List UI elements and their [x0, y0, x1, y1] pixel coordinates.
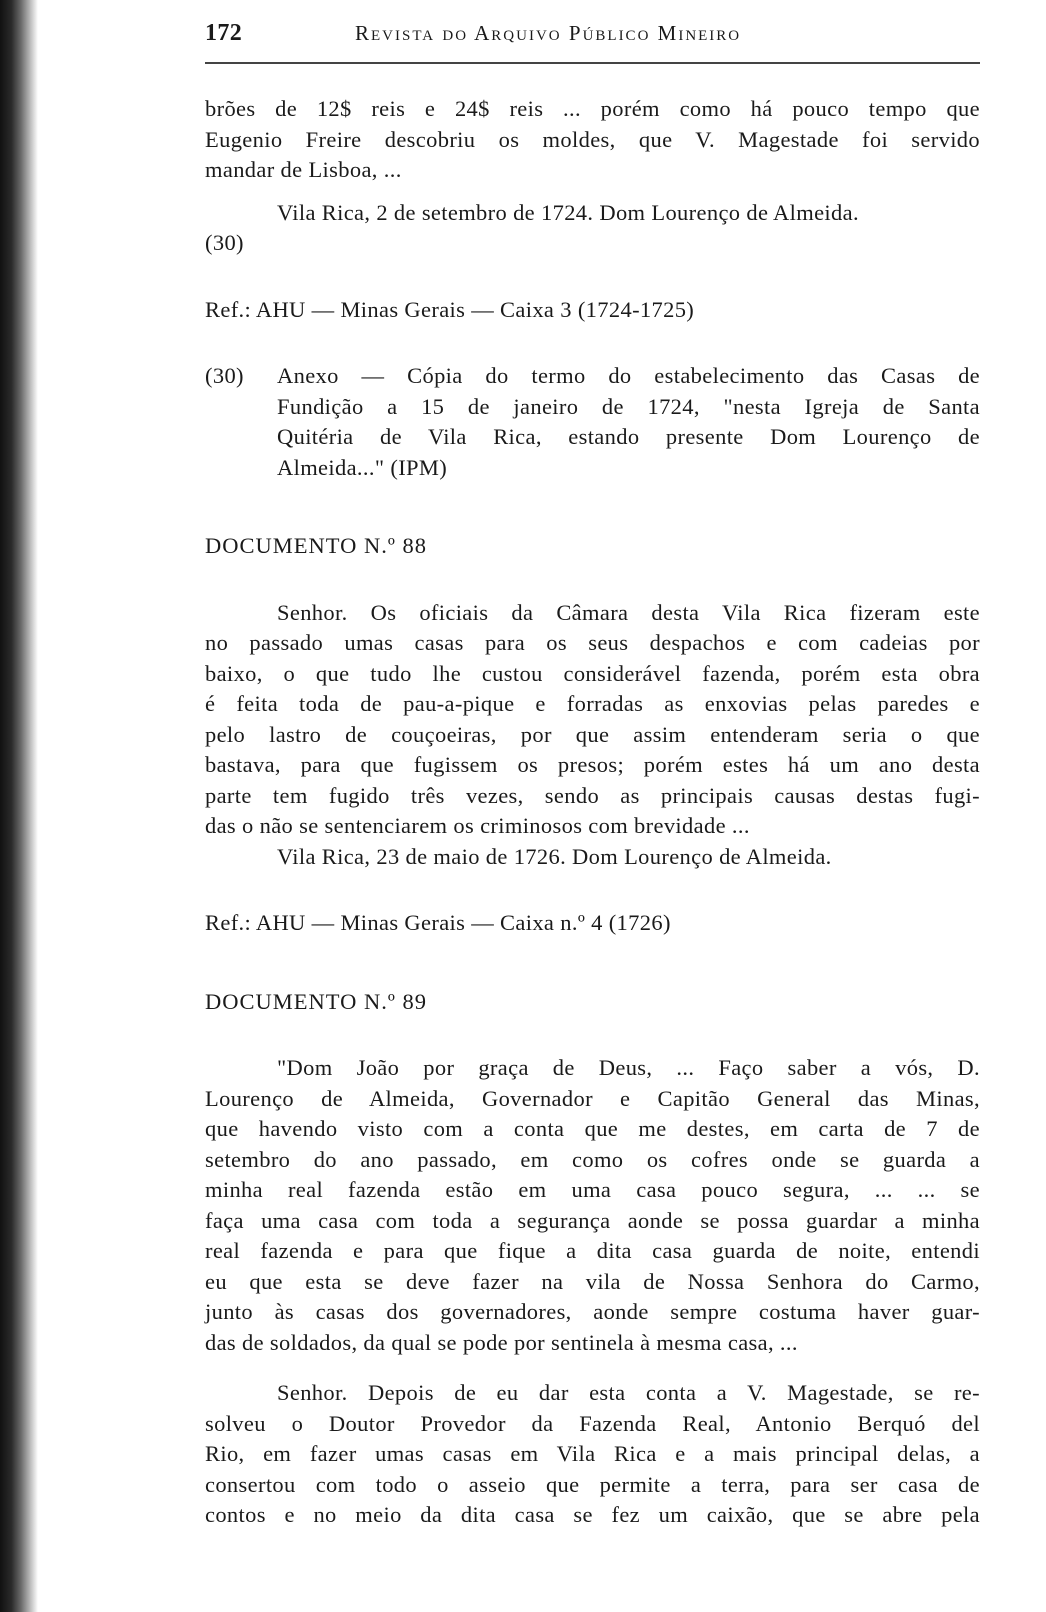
text-line: que havendo visto com a conta que me destes, em carta de 7 de — [205, 1116, 980, 1141]
text-line: Anexo — Cópia do termo do estabelecimento das Casas de — [277, 363, 980, 388]
text-line: setembro do ano passado, em como os cofres onde se guarda a — [205, 1146, 980, 1172]
signature-line: Vila Rica, 2 de setembro de 1724. Dom Lourenço de Almeida. — [277, 199, 859, 225]
book-spine-shadow — [0, 0, 38, 1612]
text-line: das o não se sentenciarem os criminosos com brevidade ... — [205, 813, 750, 838]
text-line: "Dom João por graça de Deus, ... Faço saber a vós, D. — [277, 1055, 980, 1080]
document-89-title: DOCUMENTO N.º 89 — [205, 988, 427, 1014]
text-line: minha real fazenda estão em uma casa pouco segura, ... ... se — [205, 1177, 980, 1202]
document-88-body — [205, 598, 980, 873]
text-line: é feita toda de pau-a-pique e forradas as enxovias pelas paredes e — [205, 691, 980, 716]
document-page — [205, 18, 980, 1531]
footnote-marker: (30) — [205, 230, 244, 255]
text-line: Lourenço de Almeida, Governador e Capitão General das Minas, — [205, 1085, 980, 1111]
text-line: Fundição a 15 de janeiro de 1724, "nesta Igreja de Santa — [277, 393, 980, 419]
signature-line: Vila Rica, 23 de maio de 1726. Dom Lourenço de Almeida. — [277, 843, 832, 869]
text-line: Senhor. Os oficiais da Câmara desta Vila Rica fizeram este — [277, 599, 980, 625]
text-line: no passado umas casas para os seus despachos e com cadeias por — [205, 630, 980, 655]
text-line: real fazenda e para que fique a dita casa guarda de noite, entendi — [205, 1238, 980, 1263]
document-89-body-continued — [205, 1378, 980, 1531]
text-line: contos e no meio da dita casa se fez um caixão, que se abre pela — [205, 1502, 980, 1527]
text-line: Eugenio Freire descobriu os moldes, que V. Magestade foi servido — [205, 126, 980, 152]
paragraph-continuation — [205, 94, 980, 186]
text-line: baixo, o que tudo lhe custou considerável fazenda, porém esta obra — [205, 660, 980, 686]
text-line: consertou com todo o asseio que permite a terra, para ser casa de — [205, 1471, 980, 1497]
text-line: Quitéria de Vila Rica, estando presente Dom Lourenço de — [277, 424, 980, 449]
annex-note — [205, 361, 980, 483]
text-line: parte tem fugido três vezes, sendo as principais causas destas fugi- — [205, 782, 980, 808]
reference-line: Ref.: AHU — Minas Gerais — Caixa 3 (1724-1725) — [205, 296, 695, 322]
text-line: mandar de Lisboa, ... — [205, 157, 402, 182]
text-line: faça uma casa com toda a segurança aonde se possa guardar a minha — [205, 1207, 980, 1233]
text-line: pelo lastro de couçoeiras, por que assim entenderam seria o que — [205, 721, 980, 747]
document-88-title: DOCUMENTO N.º 88 — [205, 533, 427, 558]
reference-line: Ref.: AHU — Minas Gerais — Caixa n.º 4 (1726) — [205, 910, 671, 935]
text-line: bastava, para que fugissem os presos; porém estes há um ano desta — [205, 752, 980, 777]
text-line: eu que esta se deve fazer na vila de Nossa Senhora do Carmo, — [205, 1268, 980, 1294]
text-line: Rio, em fazer umas casas em Vila Rica e a mais principal delas, a — [205, 1441, 980, 1466]
text-line: brões de 12$ reis e 24$ reis ... porém como há pouco tempo que — [205, 96, 980, 121]
page-header — [205, 18, 980, 64]
document-89-body — [205, 1053, 980, 1358]
text-line: das de soldados, da qual se pode por sentinela à mesma casa, ... — [205, 1329, 798, 1355]
page-number: 172 — [205, 20, 243, 46]
annex-number: (30) — [205, 363, 244, 388]
text-line: solveu o Doutor Provedor da Fazenda Real, Antonio Berquó del — [205, 1410, 980, 1436]
journal-title: Revista do Arquivo Público Mineiro — [355, 21, 742, 45]
text-line: junto às casas dos governadores, aonde sempre costuma haver guar- — [205, 1299, 980, 1324]
text-line: Senhor. Depois de eu dar esta conta a V. Magestade, se re- — [277, 1380, 980, 1405]
text-line: Almeida..." (IPM) — [277, 454, 448, 480]
